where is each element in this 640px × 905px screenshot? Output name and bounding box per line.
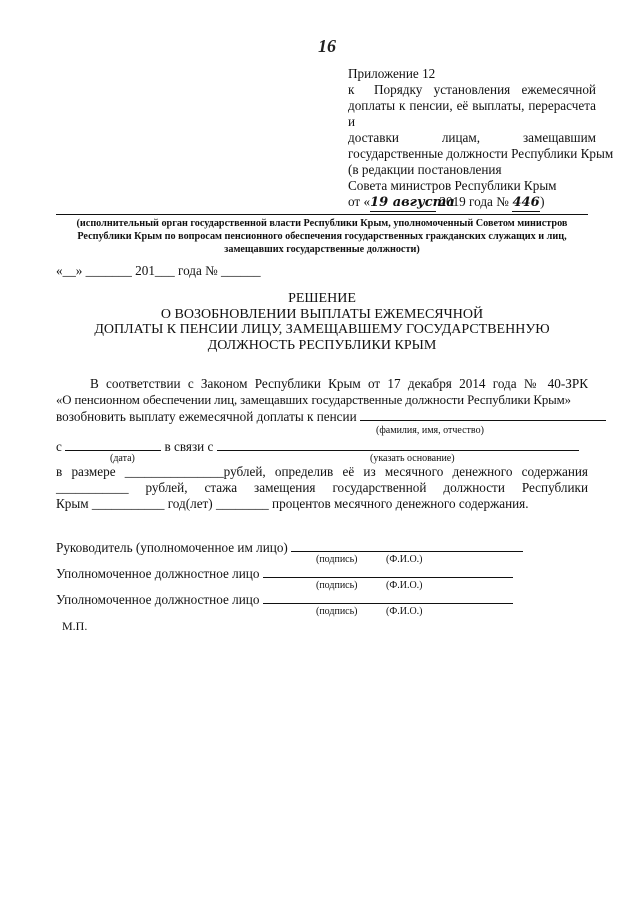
sign-caption-3: (подпись) xyxy=(316,606,358,617)
date-mid: 2019 года № xyxy=(439,194,509,209)
organ-caption: (исполнительный орган государственной власти Республики Крым, уполномоченный Советом министров Республики Крым по вопросам пенсионного обеспечения государственных гражданских служащих и лиц, замещавших государственные должности) xyxy=(76,218,568,255)
signature-label-2: Уполномоченное должностное лицо xyxy=(56,566,260,581)
body-line-2: «О пенсионном обеспечении лиц, замещавших государственные должности Республики Крым» xyxy=(56,393,571,407)
fio-blank xyxy=(360,408,606,421)
signature-blank-3 xyxy=(263,591,513,604)
document-title xyxy=(56,291,588,353)
stamp-place: М.П. xyxy=(62,619,88,633)
appendix-line-3: доплаты к пенсии, её выплаты, перерасчета и xyxy=(348,98,596,129)
signature-label-1: Руководитель (уполномоченное им лицо) xyxy=(56,540,288,555)
v-svyazi-label: в связи с xyxy=(164,439,214,454)
appendix-k: к xyxy=(348,82,355,97)
appendix-line-5: государственные должности Республики Крым xyxy=(348,146,614,161)
body-line-3 xyxy=(56,408,606,425)
appendix-line-4: доставки лицам, замещавшим xyxy=(348,130,596,145)
reason-blank xyxy=(217,438,579,451)
signature-row-3 xyxy=(56,591,513,608)
fio-caption-1: (Ф.И.О.) xyxy=(386,554,423,565)
reason-caption: (указать основание) xyxy=(370,453,455,464)
appendix-line-6: (в редакции постановления xyxy=(348,162,502,177)
page-number: 16 xyxy=(318,36,336,56)
date-blank xyxy=(65,438,161,451)
date-caption: (дата) xyxy=(110,453,135,464)
appendix-date-line xyxy=(348,194,596,212)
handwritten-date: 19 августа xyxy=(370,195,455,210)
date-suffix: ) xyxy=(540,194,545,209)
signature-label-3: Уполномоченное должностное лицо xyxy=(56,592,260,607)
signature-blank-2 xyxy=(263,565,513,578)
appendix-block xyxy=(348,66,614,212)
fio-caption-2: (Ф.И.О.) xyxy=(386,580,423,591)
body-line-1: В соответствии с Законом Республики Крым от 17 декабря 2014 года № 40-ЗРК xyxy=(90,376,588,391)
title-line-1: РЕШЕНИЕ xyxy=(288,291,356,306)
body-line-3-text: возобновить выплату ежемесячной доплаты к пенсии xyxy=(56,409,357,424)
fio-caption: (фамилия, имя, отчество) xyxy=(376,425,484,436)
s-label: с xyxy=(56,439,62,454)
fio-caption-3: (Ф.И.О.) xyxy=(386,606,423,617)
signature-blank-1 xyxy=(291,539,523,552)
title-line-4: ДОЛЖНОСТЬ РЕСПУБЛИКИ КРЫМ xyxy=(207,337,437,353)
appendix-line-2-rest: Порядку установления ежемесячной xyxy=(374,82,596,97)
handwritten-number: 446 xyxy=(512,195,540,210)
title-line-2: О ВОЗОБНОВЛЕНИИ ВЫПЛАТЫ ЕЖЕМЕСЯЧНОЙ xyxy=(160,306,484,322)
signature-row-1 xyxy=(56,539,523,556)
sign-caption-1: (подпись) xyxy=(316,554,358,565)
body-line-7: Крым ___________ год(лет) ________ процентов месячного денежного содержания. xyxy=(56,496,529,511)
appendix-line-7: Совета министров Республики Крым xyxy=(348,178,557,193)
organ-line xyxy=(56,214,588,215)
appendix-line-2 xyxy=(348,82,596,98)
title-line-3: ДОПЛАТЫ К ПЕНСИИ ЛИЦУ, ЗАМЕЩАВШЕМУ ГОСУДАРСТВЕННУЮ xyxy=(94,322,550,337)
appendix-line-1: Приложение 12 xyxy=(348,66,436,81)
sign-caption-2: (подпись) xyxy=(316,580,358,591)
document-date-number: «__» _______ 201___ года № ______ xyxy=(56,263,261,278)
date-prefix: от « xyxy=(348,194,371,209)
signature-row-2 xyxy=(56,565,513,582)
body-line-5: в размере _______________рублей, определив её из месячного денежного содержания xyxy=(56,464,588,479)
body-line-6: ___________ рублей, стажа замещения государственной должности Республики xyxy=(56,480,588,495)
